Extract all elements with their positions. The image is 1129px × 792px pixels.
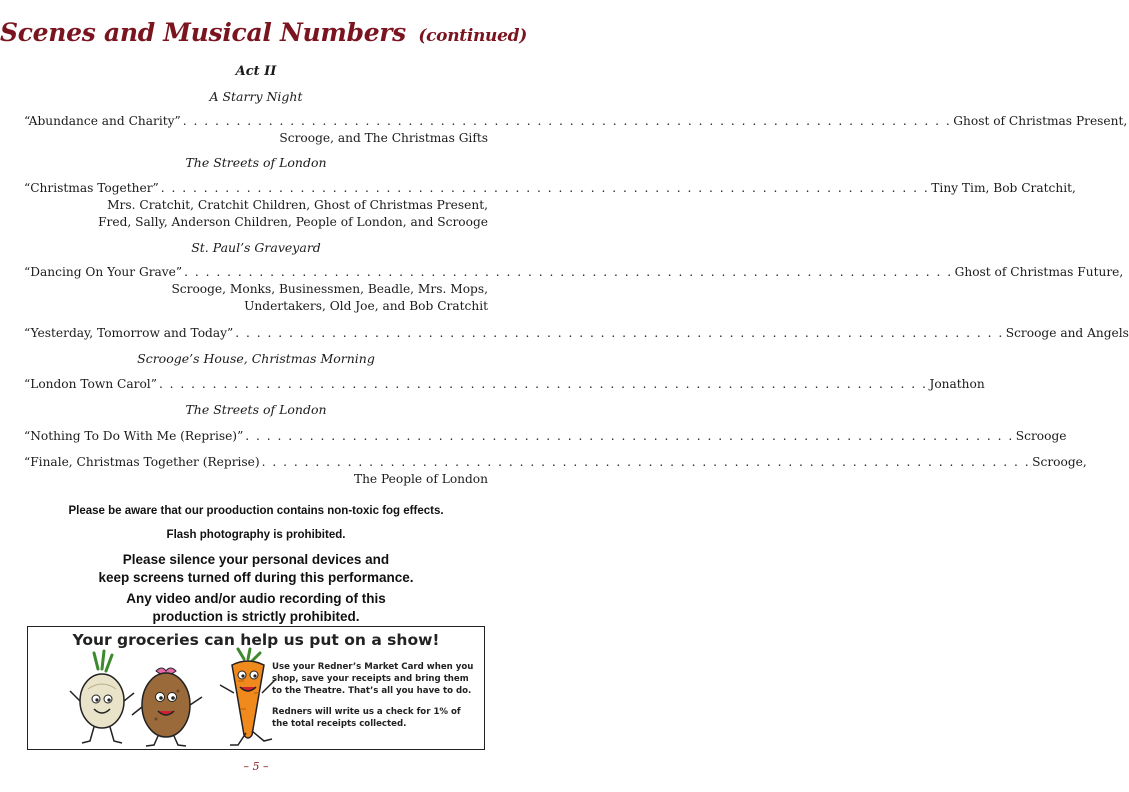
dot-leader [183,113,952,130]
performers: Scrooge and Angels [1005,326,1129,340]
performers: Ghost of Christmas Future, [954,265,1124,279]
performers: Ghost of Christmas Present, [953,114,1128,128]
recording-notice-line: production is strictly prohibited. [152,609,360,624]
act-heading: Act II [235,64,277,79]
potato-icon [132,668,202,746]
song-title: “Abundance and Charity” [24,114,181,128]
dot-leader [245,428,1014,445]
performers: Scrooge, [1032,455,1087,469]
musical-number [24,325,1129,342]
performers-continued: Scrooge, Monks, Businessmen, Beadle, Mrs. Mops, [171,282,488,296]
performers: Tiny Tim, Bob Cratchit, [931,181,1076,195]
dot-leader [184,264,953,281]
fog-notice: Please be aware that our prooduction contains non-toxic fog effects. [68,505,444,517]
musical-number [24,454,1087,488]
recording-notice-line: Any video and/or audio recording of this [126,591,386,606]
scene-heading: A Starry Night [209,89,303,104]
dot-leader [235,325,1004,342]
performers-continued: Fred, Sally, Anderson Children, People of London, and Scrooge [98,215,488,229]
dot-leader [262,454,1031,471]
silence-notice-line: keep screens turned off during this performance. [98,570,414,585]
ad-paragraph: Use your Redner’s Market Card when you shop, save your receipts and bring them to the Theatre. That’s all you have to do. [272,662,474,696]
ad-copy [272,661,477,739]
song-title: “Dancing On Your Grave” [24,265,183,279]
performers-continued: The People of London [353,472,488,486]
silence-notice-line: Please silence your personal devices and [122,552,390,567]
redners-ad [27,626,485,750]
performers-continued: Mrs. Cratchit, Cratchit Children, Ghost of Christmas Present, [107,198,488,212]
scene-heading: St. Paul’s Graveyard [191,240,321,255]
performers: Jonathon [929,377,985,391]
scene-heading: Scrooge’s House, Christmas Morning [137,351,375,366]
musical-number [24,376,985,393]
title-suffix: (continued) [418,26,527,46]
dot-leader [161,180,930,197]
onion-icon [70,651,134,743]
song-title: “Finale, Christmas Together (Reprise) [24,455,260,469]
silence-notice [0,551,512,587]
carrot-icon [220,649,276,745]
recording-notice [0,590,512,626]
musical-number [24,113,1128,147]
performers-continued: Scrooge, and The Christmas Gifts [279,131,488,145]
song-title: “Nothing To Do With Me (Reprise)” [24,429,244,443]
musical-number [24,428,1067,445]
ad-paragraph: Redners will write us a check for 1% of the total receipts collected. [272,707,461,729]
song-title: “Christmas Together” [24,181,159,195]
musical-number [24,180,1076,231]
ad-headline: Your groceries can help us put on a show! [72,631,440,649]
song-title: “London Town Carol” [24,377,157,391]
scene-heading: The Streets of London [185,402,327,417]
dot-leader [159,376,928,393]
page-title [0,18,527,47]
flash-notice: Flash photography is prohibited. [166,529,346,541]
performers-continued: Undertakers, Old Joe, and Bob Cratchit [244,299,488,313]
performers: Scrooge [1015,429,1067,443]
scene-heading: The Streets of London [185,155,327,170]
title-text: Scenes and Musical Numbers [0,18,406,47]
song-title: “Yesterday, Tomorrow and Today” [24,326,234,340]
musical-number [24,264,1124,315]
page-number: – 5 – [243,760,269,773]
vegetables-illustration [68,649,288,749]
